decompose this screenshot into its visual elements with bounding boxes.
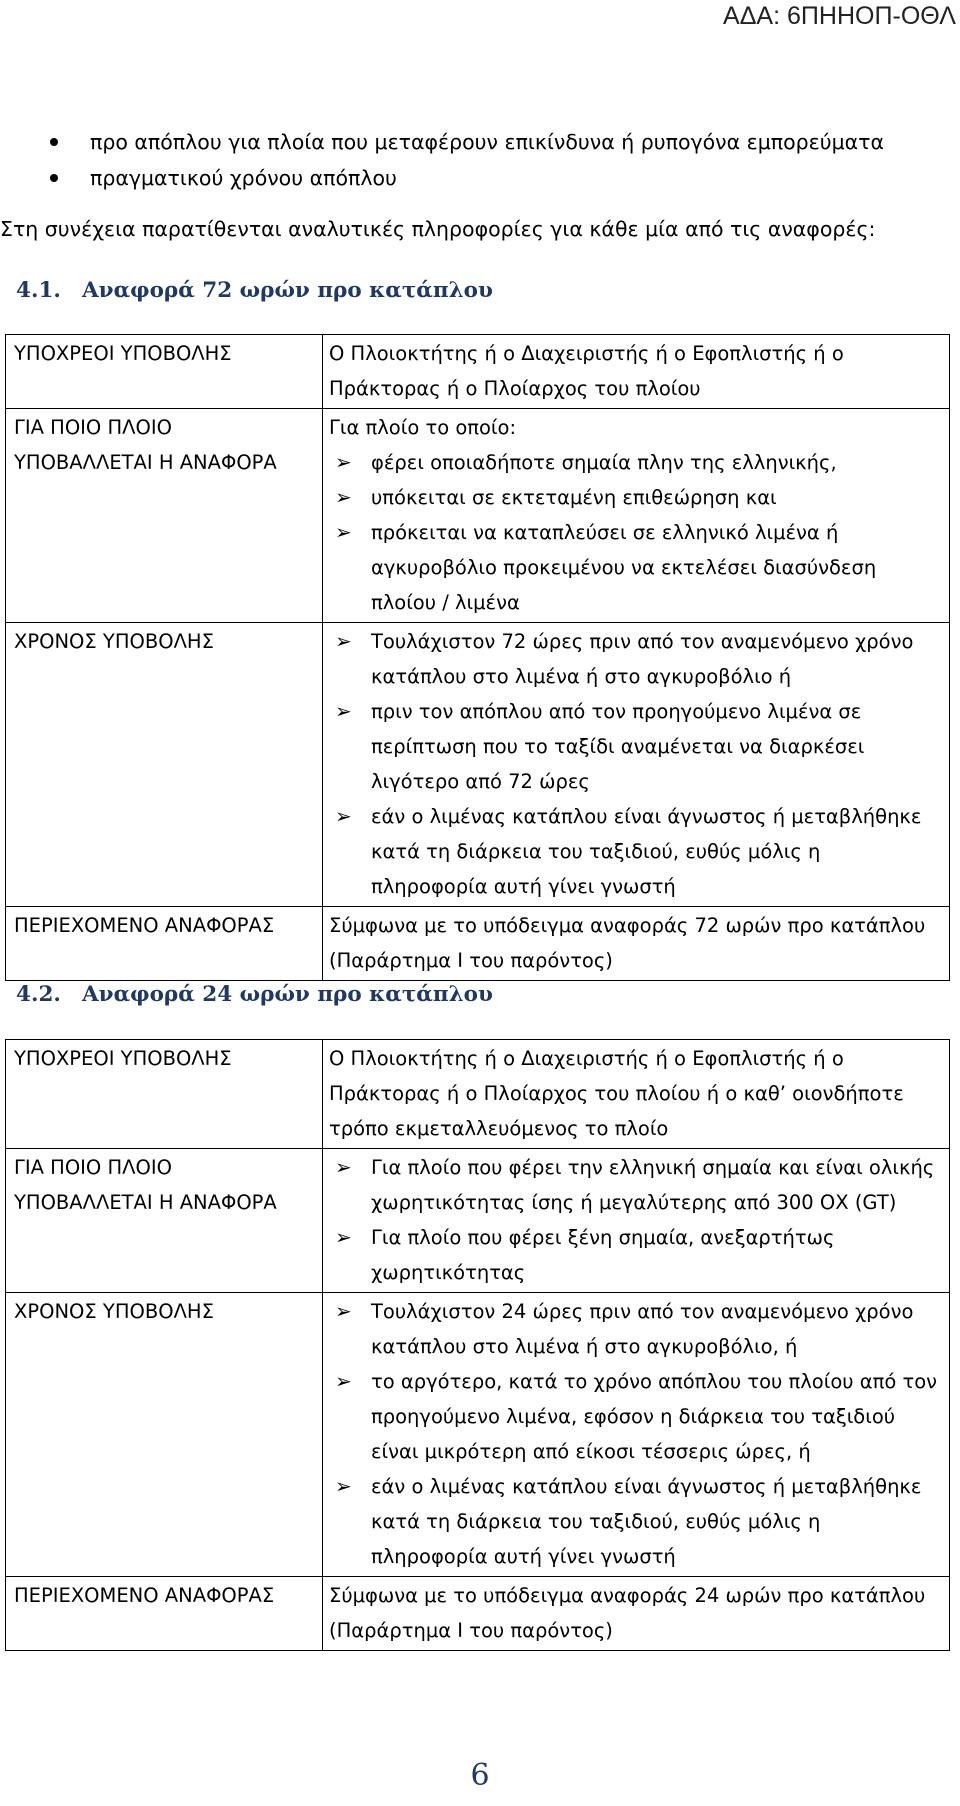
section-number: 4.2.	[16, 982, 61, 1007]
row-key: ΥΠΟΧΡΕΟΙ ΥΠΟΒΟΛΗΣ	[6, 1040, 323, 1149]
arrow-list	[329, 1294, 943, 1574]
ada-code: ΑΔΑ: 6ΠΗΗΟΠ-ΟΘΛ	[723, 2, 956, 30]
arrow-bullet-icon: ➢	[335, 1155, 352, 1179]
row-key: ΧΡΟΝΟΣ ΥΠΟΒΟΛΗΣ	[6, 1293, 323, 1577]
arrow-bullet-icon: ➢	[335, 450, 352, 474]
section-number: 4.1.	[16, 278, 61, 303]
arrow-bullet-icon: ➢	[335, 1369, 352, 1393]
arrow-bullet-icon: ➢	[335, 1299, 352, 1323]
arrow-list	[329, 445, 943, 620]
table-row	[6, 623, 950, 907]
section-heading-4-2	[16, 982, 493, 1007]
list-item: ➢ υπόκειται σε εκτεταμένη επιθεώρηση και	[329, 480, 943, 515]
list-item: ➢ το αργότερο, κατά το χρόνο απόπλου του πλοίου από τον προηγούμενο λιμένα, εφόσον η διάρκεια του ταξιδιού είναι μικρότερη από είκοσι τέσσερις ώρες, ή	[329, 1364, 943, 1469]
page-number: 6	[470, 1758, 490, 1793]
row-key: ΓΙΑ ΠΟΙΟ ΠΛΟΙΟ ΥΠΟΒΑΛΛΕΤΑΙ Η ΑΝΑΦΟΡΑ	[6, 409, 323, 623]
table-row	[6, 907, 950, 981]
table-row	[6, 1577, 950, 1651]
row-value	[323, 623, 950, 907]
arrow-bullet-icon: ➢	[335, 629, 352, 653]
row-key: ΧΡΟΝΟΣ ΥΠΟΒΟΛΗΣ	[6, 623, 323, 907]
list-item: ➢ Για πλοίο που φέρει ξένη σημαία, ανεξαρτήτως χωρητικότητας	[329, 1220, 943, 1290]
list-item: ➢ πρόκειται να καταπλεύσει σε ελληνικό λιμένα ή αγκυροβόλιο προκειμένου να εκτελέσει διασύνδεση πλοίου / λιμένα	[329, 515, 943, 620]
row-key: ΓΙΑ ΠΟΙΟ ΠΛΟΙΟ ΥΠΟΒΑΛΛΕΤΑΙ Η ΑΝΑΦΟΡΑ	[6, 1149, 323, 1293]
table-row	[6, 335, 950, 409]
arrow-bullet-icon: ➢	[335, 485, 352, 509]
row-value	[323, 1293, 950, 1577]
report-table-72h	[5, 334, 950, 981]
bullet-list	[0, 124, 884, 196]
section-heading-4-1	[16, 278, 493, 303]
table-row	[6, 1149, 950, 1293]
section-title: Αναφορά 72 ωρών προ κατάπλου	[82, 278, 493, 303]
bullet-text: πραγματικού χρόνου απόπλου	[90, 166, 397, 190]
row-value: Σύμφωνα με το υπόδειγμα αναφοράς 24 ωρών προ κατάπλου (Παράρτημα Ι του παρόντος)	[323, 1577, 950, 1651]
arrow-bullet-icon: ➢	[335, 699, 352, 723]
table-row	[6, 1040, 950, 1149]
bullet-item	[0, 160, 884, 196]
arrow-bullet-icon: ➢	[335, 520, 352, 544]
row-value: Σύμφωνα με το υπόδειγμα αναφοράς 72 ωρών προ κατάπλου (Παράρτημα Ι του παρόντος)	[323, 907, 950, 981]
list-item: ➢ Για πλοίο που φέρει την ελληνική σημαία και είναι ολικής χωρητικότητας ίσης ή μεγαλύτερης από 300 ΟΧ (GT)	[329, 1150, 943, 1220]
list-item: ➢ Τουλάχιστον 24 ώρες πριν από τον αναμενόμενο χρόνο κατάπλου στο λιμένα ή στο αγκυροβόλιο, ή	[329, 1294, 943, 1364]
list-item: ➢ εάν ο λιμένας κατάπλου είναι άγνωστος ή μεταβλήθηκε κατά τη διάρκεια του ταξιδιού, ευθύς μόλις η πληροφορία αυτή γίνει γνωστή	[329, 799, 943, 904]
bullet-item	[0, 124, 884, 160]
arrow-bullet-icon: ➢	[335, 1474, 352, 1498]
list-item: ➢ φέρει οποιαδήποτε σημαία πλην της ελληνικής,	[329, 445, 943, 480]
row-value	[323, 1149, 950, 1293]
row-value	[323, 409, 950, 623]
row-key: ΠΕΡΙΕΧΟΜΕΝΟ ΑΝΑΦΟΡΑΣ	[6, 1577, 323, 1651]
row-value: Ο Πλοιοκτήτης ή ο Διαχειριστής ή ο Εφοπλιστής ή ο Πράκτορας ή ο Πλοίαρχος του πλοίου	[323, 335, 950, 409]
row-intro: Για πλοίο το οποίο:	[329, 416, 517, 439]
bullet-dot-icon	[50, 138, 58, 146]
arrow-list	[329, 624, 943, 904]
list-item: ➢ πριν τον απόπλου από τον προηγούμενο λιμένα σε περίπτωση που το ταξίδι αναμένεται να διαρκέσει λιγότερο από 72 ώρες	[329, 694, 943, 799]
row-value: Ο Πλοιοκτήτης ή ο Διαχειριστής ή ο Εφοπλιστής ή ο Πράκτορας ή ο Πλοίαρχος του πλοίου ή ο καθ’ οιονδήποτε τρόπο εκμεταλλευόμενος το πλοίο	[323, 1040, 950, 1149]
row-key: ΠΕΡΙΕΧΟΜΕΝΟ ΑΝΑΦΟΡΑΣ	[6, 907, 323, 981]
arrow-bullet-icon: ➢	[335, 804, 352, 828]
list-item: ➢ εάν ο λιμένας κατάπλου είναι άγνωστος ή μεταβλήθηκε κατά τη διάρκεια του ταξιδιού, ευθύς μόλις η πληροφορία αυτή γίνει γνωστή	[329, 1469, 943, 1574]
intro-paragraph: Στη συνέχεια παρατίθενται αναλυτικές πληροφορίες για κάθε μία από τις αναφορές:	[0, 217, 876, 241]
arrow-list	[329, 1150, 943, 1290]
report-table-24h	[5, 1039, 950, 1651]
table-row	[6, 1293, 950, 1577]
bullet-dot-icon	[50, 174, 58, 182]
bullet-text: προ απόπλου για πλοία που μεταφέρουν επικίνδυνα ή ρυπογόνα εμπορεύματα	[90, 130, 885, 154]
table-row	[6, 409, 950, 623]
list-item: ➢ Τουλάχιστον 72 ώρες πριν από τον αναμενόμενο χρόνο κατάπλου στο λιμένα ή στο αγκυροβόλιο ή	[329, 624, 943, 694]
arrow-bullet-icon: ➢	[335, 1225, 352, 1249]
section-title: Αναφορά 24 ωρών προ κατάπλου	[82, 982, 493, 1007]
row-key: ΥΠΟΧΡΕΟΙ ΥΠΟΒΟΛΗΣ	[6, 335, 323, 409]
